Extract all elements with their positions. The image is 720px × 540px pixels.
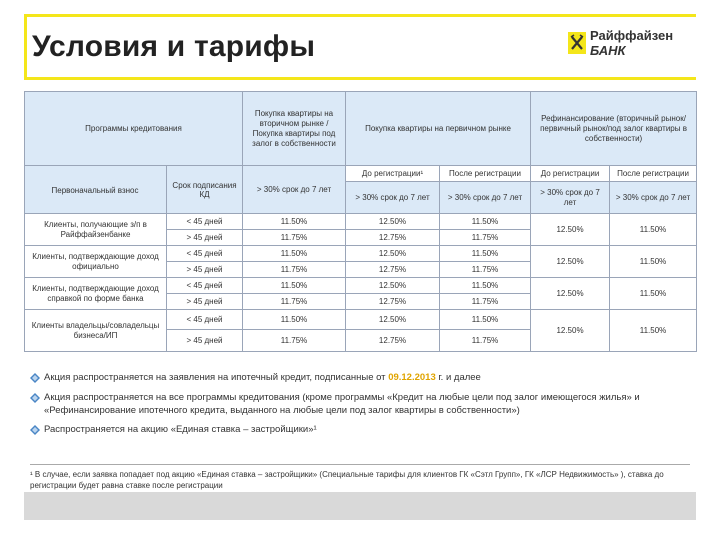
rate-cell: 12.75%	[346, 262, 440, 278]
rate-cell: 12.75%	[346, 230, 440, 246]
header-refinancing: Рефинансирование (вторичный рынок/первичный рынок/под залог квартиры в собственности)	[531, 92, 697, 166]
footer-band	[24, 492, 696, 520]
footnote: ¹ В случае, если заявка попадает под акцию «Единая ставка – застройщики» (Специальные тарифы для клиентов ГК «Сэтл Групп», ГК «ЛСР Недвижимость» ), ставка до регистрации будет равна ставке после регистрации	[30, 470, 664, 490]
rate-cell: 11.50%	[243, 278, 346, 294]
rate-cell: 12.50%	[346, 310, 440, 330]
rate-cell: 11.75%	[440, 330, 531, 352]
logo-bank: БАНК	[590, 43, 626, 58]
rate-cell: 11.50%	[610, 246, 697, 278]
header-after-registration: После регистрации	[440, 166, 531, 182]
diamond-bullet-icon	[30, 425, 40, 435]
rate-cell: 11.75%	[440, 294, 531, 310]
notes-list	[30, 372, 690, 444]
rate-cell: 11.50%	[243, 214, 346, 230]
header-downpayment: Первоначальный взнос	[51, 185, 139, 195]
term-lt-45: < 45 дней	[167, 278, 243, 294]
rate-cell: 11.50%	[610, 310, 697, 352]
note-text-end: г. и далее	[435, 372, 481, 383]
promo-date: 09.12.2013	[388, 372, 436, 383]
rate-cell: 11.50%	[440, 278, 531, 294]
header-cond-2: > 30% срок до 7 лет	[346, 182, 440, 214]
row-label: Клиенты владельцы/совладельцы бизнеса/ИП	[25, 310, 167, 352]
list-item	[30, 424, 690, 437]
header-before-registration-refi: До регистрации	[531, 166, 610, 182]
tariffs-table	[24, 91, 697, 352]
rate-cell: 12.75%	[346, 294, 440, 310]
row-label: Клиенты, подтверждающие доход официально	[25, 246, 167, 278]
table-header-row	[25, 92, 697, 166]
header-downpayment-cell	[25, 166, 243, 214]
header-cond-4: > 30% срок до 7 лет	[531, 182, 610, 214]
logo-name: Райффайзен	[590, 28, 674, 43]
table-row	[25, 278, 697, 294]
header-secondary-market: Покупка квартиры на вторичном рынке / Покупка квартиры под залог в собственности	[243, 92, 346, 166]
table-row	[25, 310, 697, 330]
header-primary-market: Покупка квартиры на первичном рынке	[346, 92, 531, 166]
note-text: Акция распространяется на все программы кредитования (кроме программы «Кредит на любые цели под залог имеющегося жилья» и «Рефинансирование ипотечного кредита, выданного на любые цели под залог квартиры в собственности»)	[44, 391, 640, 416]
raiffeisen-cross-icon	[568, 32, 586, 54]
rate-cell: 12.50%	[531, 246, 610, 278]
header-programs: Программы кредитования	[25, 92, 243, 166]
bank-logo	[568, 26, 698, 66]
header-cond-3: > 30% срок до 7 лет	[440, 182, 531, 214]
rate-cell: 11.50%	[243, 246, 346, 262]
term-lt-45: < 45 дней	[167, 214, 243, 230]
diamond-bullet-icon	[30, 373, 40, 383]
rate-cell: 11.75%	[243, 230, 346, 246]
term-gt-45: > 45 дней	[167, 230, 243, 246]
term-gt-45: > 45 дней	[167, 294, 243, 310]
rate-cell: 11.75%	[243, 330, 346, 352]
page-title: Условия и тарифы	[32, 30, 316, 63]
rate-cell: 11.50%	[610, 278, 697, 310]
term-gt-45: > 45 дней	[167, 262, 243, 278]
rate-cell: 11.50%	[440, 246, 531, 262]
rate-cell: 11.50%	[440, 310, 531, 330]
rate-cell: 12.50%	[531, 214, 610, 246]
table-row	[25, 214, 697, 230]
divider	[30, 464, 690, 465]
header-kd-term: Срок подписания КД	[166, 166, 242, 214]
rate-cell: 11.50%	[440, 214, 531, 230]
list-item	[30, 392, 690, 418]
rate-cell: 11.75%	[243, 294, 346, 310]
header-cond-1: > 30% срок до 7 лет	[243, 166, 346, 214]
note-text-start: Акция распространяется на заявления на ипотечный кредит, подписанные от	[44, 372, 389, 383]
rate-cell: 12.50%	[531, 310, 610, 352]
note-text: Распространяется на акцию «Единая ставка – застройщики»¹	[44, 424, 317, 436]
table-subheader-row	[25, 166, 697, 182]
rate-cell: 11.50%	[243, 310, 346, 330]
rate-cell: 12.50%	[346, 214, 440, 230]
term-lt-45: < 45 дней	[167, 310, 243, 330]
rate-cell: 12.50%	[346, 246, 440, 262]
diamond-bullet-icon	[30, 393, 40, 403]
rate-cell: 12.75%	[346, 330, 440, 352]
row-label: Клиенты, подтверждающие доход справкой по форме банка	[25, 278, 167, 310]
header-cond-5: > 30% срок до 7 лет	[610, 182, 697, 214]
term-lt-45: < 45 дней	[167, 246, 243, 262]
rate-cell: 12.50%	[531, 278, 610, 310]
row-label: Клиенты, получающие з/п в Райффайзенбанке	[25, 214, 167, 246]
rate-cell: 11.50%	[610, 214, 697, 246]
list-item	[30, 372, 690, 385]
rate-cell: 11.75%	[440, 230, 531, 246]
header-after-registration-refi: После регистрации	[610, 166, 697, 182]
rate-cell: 11.75%	[243, 262, 346, 278]
header-before-registration: До регистрации¹	[346, 166, 440, 182]
table-row	[25, 246, 697, 262]
term-gt-45: > 45 дней	[167, 330, 243, 352]
rate-cell: 11.75%	[440, 262, 531, 278]
rate-cell: 12.50%	[346, 278, 440, 294]
